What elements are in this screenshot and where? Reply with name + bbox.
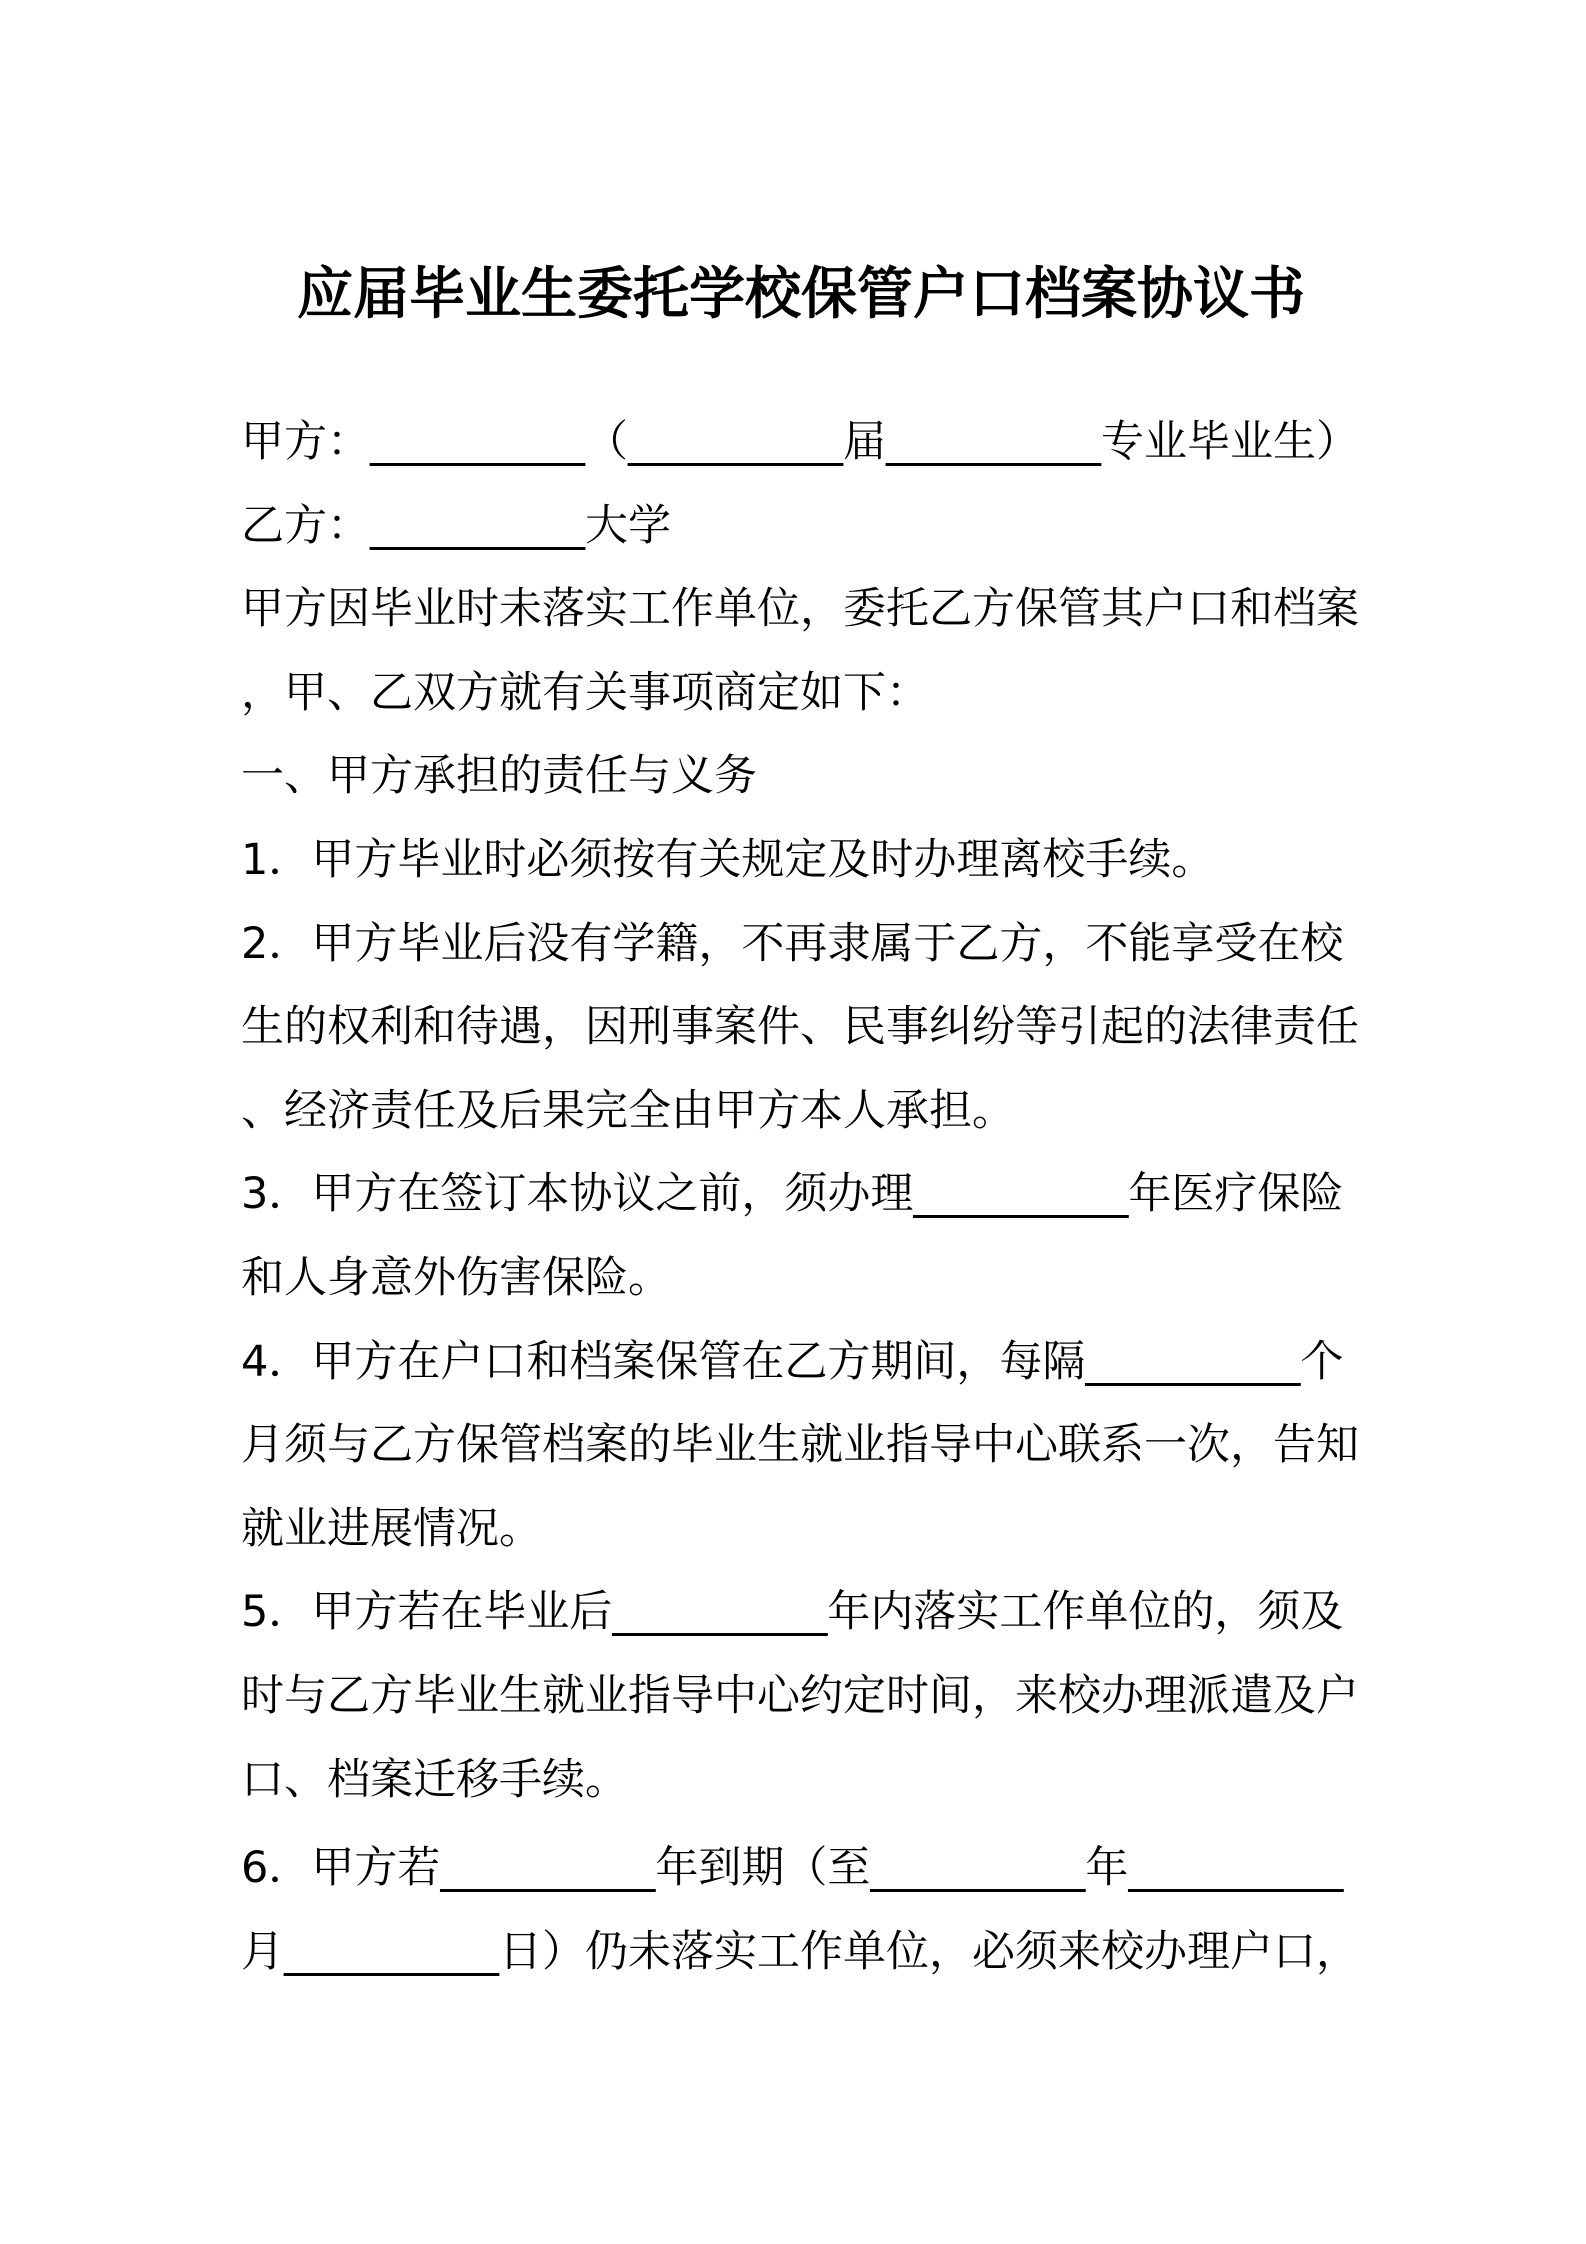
clause-line: 和人身意外伤害保险。 <box>241 1252 671 1303</box>
document-title: 应届毕业生委托学校保管户口档案协议书 <box>297 262 1305 327</box>
clause-2 <box>241 903 1481 1154</box>
party-a-paragraph <box>241 401 1481 485</box>
section-heading-paragraph <box>241 735 1481 819</box>
clause-line: 1．甲方毕业时必须按有关规定及时办理离校手续。 <box>241 834 1215 885</box>
clause-line: 2．甲方毕业后没有学籍，不再隶属于乙方，不能享受在校 <box>241 918 1344 969</box>
section-heading: 一、甲方承担的责任与义务 <box>241 751 757 802</box>
party-b-paragraph <box>241 485 1481 569</box>
document-body <box>241 401 1481 1994</box>
clause-line: 口、档案迁移手续。 <box>241 1754 628 1805</box>
clause-line: 5．甲方若在毕业后__________年内落实工作单位的，须及 <box>241 1587 1344 1638</box>
clause-line: 、经济责任及后果完全由甲方本人承担。 <box>241 1085 1015 1136</box>
clause-line: 6．甲方若__________年到期（至__________年__________ <box>241 1843 1344 1894</box>
clause-5 <box>241 1571 1481 1822</box>
clause-line: 月__________日）仍未落实工作单位，必须来校办理户口， <box>241 1926 1359 1977</box>
clause-6 <box>241 1827 1481 1994</box>
clause-3 <box>241 1153 1481 1320</box>
preamble-line: ，甲、乙双方就有关事项商定如下： <box>241 667 929 718</box>
clause-line: 4．甲方在户口和档案保管在乙方期间，每隔__________个 <box>241 1336 1344 1387</box>
clause-1 <box>241 819 1481 903</box>
clause-line: 时与乙方毕业生就业指导中心约定时间，来校办理派遣及户 <box>241 1670 1359 1721</box>
clause-line: 就业进展情况。 <box>241 1503 542 1554</box>
preamble-line: 甲方因毕业时未落实工作单位，委托乙方保管其户口和档案 <box>241 584 1359 635</box>
clause-line: 生的权利和待遇，因刑事案件、民事纠纷等引起的法律责任 <box>241 1002 1359 1053</box>
clause-4 <box>241 1321 1481 1572</box>
party-b-line: 乙方：__________大学 <box>241 500 671 551</box>
party-a-line: 甲方：__________（__________届__________专业毕业生） <box>241 417 1359 467</box>
clause-line: 月须与乙方保管档案的毕业生就业指导中心联系一次，告知 <box>241 1420 1359 1471</box>
clause-line: 3．甲方在签订本协议之前，须办理__________年医疗保险 <box>241 1169 1344 1220</box>
preamble-paragraph <box>241 568 1481 735</box>
